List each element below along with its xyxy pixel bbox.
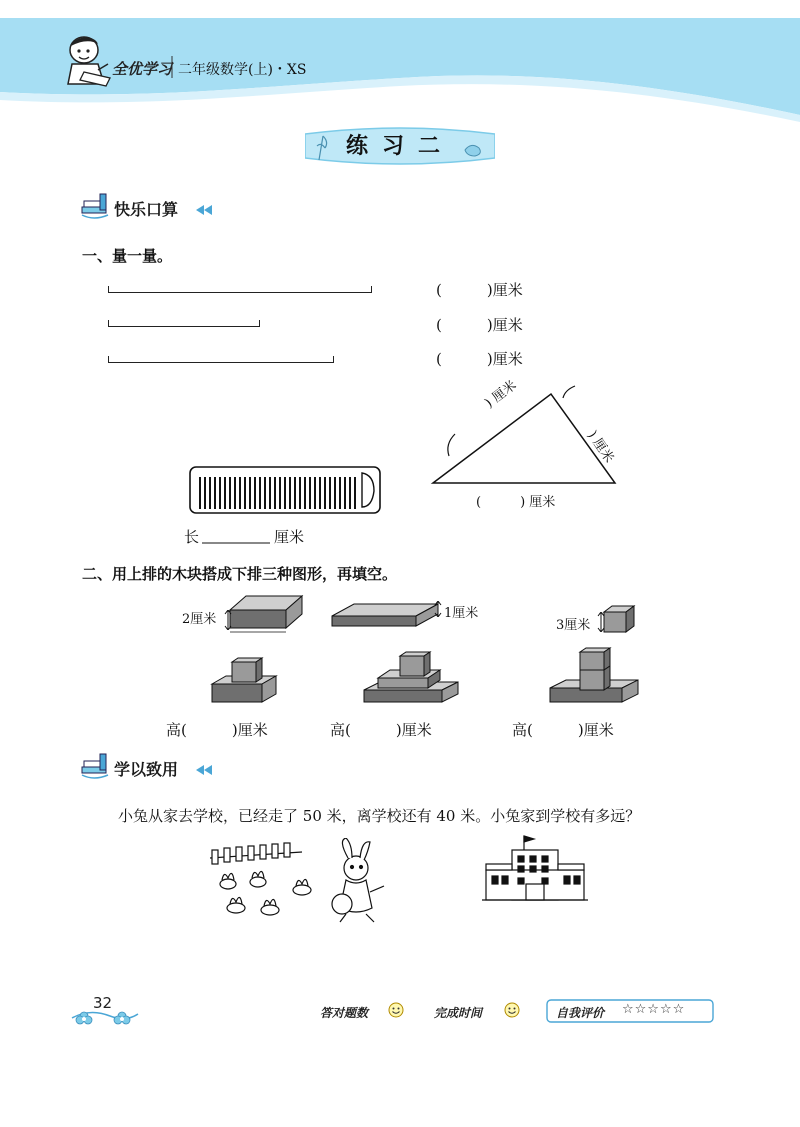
correct-count-label: 答对题数 (320, 1006, 369, 1020)
dim-1cm-label: 1厘米 (444, 606, 479, 621)
block-1cm (330, 602, 440, 632)
measure-line-1 (108, 286, 372, 293)
triangle-left-label[interactable]: ) 厘米 (482, 377, 520, 412)
comb-length-prefix: 长 (184, 528, 200, 546)
rating-stars[interactable]: ☆☆☆☆☆ (622, 1002, 686, 1017)
smiley-icon-2 (504, 1002, 520, 1018)
block-3cm-cube (602, 604, 636, 634)
measure-line-3 (108, 356, 334, 363)
mascot-boy-icon (64, 34, 112, 90)
comb-answer-line[interactable] (202, 542, 270, 544)
dim-3cm-arrow (597, 612, 605, 632)
measure-line-2 (108, 320, 260, 327)
answer-blank-1[interactable]: ( )厘米 (436, 281, 523, 299)
height-answer-2[interactable]: 高( )厘米 (330, 721, 432, 739)
stack-figure-3 (548, 646, 640, 706)
comb-length-suffix: 厘米 (274, 528, 305, 546)
answer-blank-3[interactable]: ( )厘米 (436, 350, 523, 368)
height-answer-3[interactable]: 高( )厘米 (512, 721, 614, 739)
brand-logo-text: 全优学习 (112, 60, 173, 78)
self-eval-label: 自我评价 (556, 1006, 605, 1020)
books-icon (80, 193, 112, 221)
header-divider (171, 56, 173, 78)
height-answer-1[interactable]: 高( )厘米 (166, 721, 268, 739)
triangle-bottom-label[interactable]: ( ) 厘米 (476, 495, 556, 510)
section-label-xueyi: 学以致用 (114, 760, 179, 779)
stack-figure-2 (362, 650, 460, 706)
block-2cm (228, 594, 304, 634)
books-icon-2 (80, 753, 112, 781)
dim-2cm-label: 2厘米 (182, 612, 217, 627)
word-problem: 小兔从家去学校，已经走了 50 米，离学校还有 40 米。小兔家到学校有多远？ (118, 807, 641, 825)
rabbit-garden-illustration (206, 838, 392, 926)
comb-figure (188, 465, 384, 517)
dim-2cm-arrow (224, 610, 232, 630)
page-title: 练习二 (345, 133, 454, 159)
school-building-illustration (482, 834, 588, 906)
smiley-icon (388, 1002, 404, 1018)
dim-1cm-arrow (434, 601, 442, 617)
q1-title: 一、量一量。 (82, 247, 173, 265)
dim-3cm-label: 3厘米 (556, 618, 591, 633)
completion-time-label: 完成时间 (434, 1006, 483, 1020)
page-number: 32 (93, 994, 113, 1012)
q2-title: 二、用上排的木块搭成下排三种图形，再填空。 (82, 565, 398, 583)
double-arrow-icon (196, 205, 212, 215)
grade-label: 二年级数学(上)・XS (178, 62, 307, 78)
double-arrow-icon-2 (196, 765, 212, 775)
answer-blank-2[interactable]: ( )厘米 (436, 316, 523, 334)
section-label-kuaile: 快乐口算 (114, 200, 179, 219)
triangle-right-label[interactable]: ) 厘米 (584, 428, 617, 466)
stack-figure-1 (210, 656, 278, 706)
